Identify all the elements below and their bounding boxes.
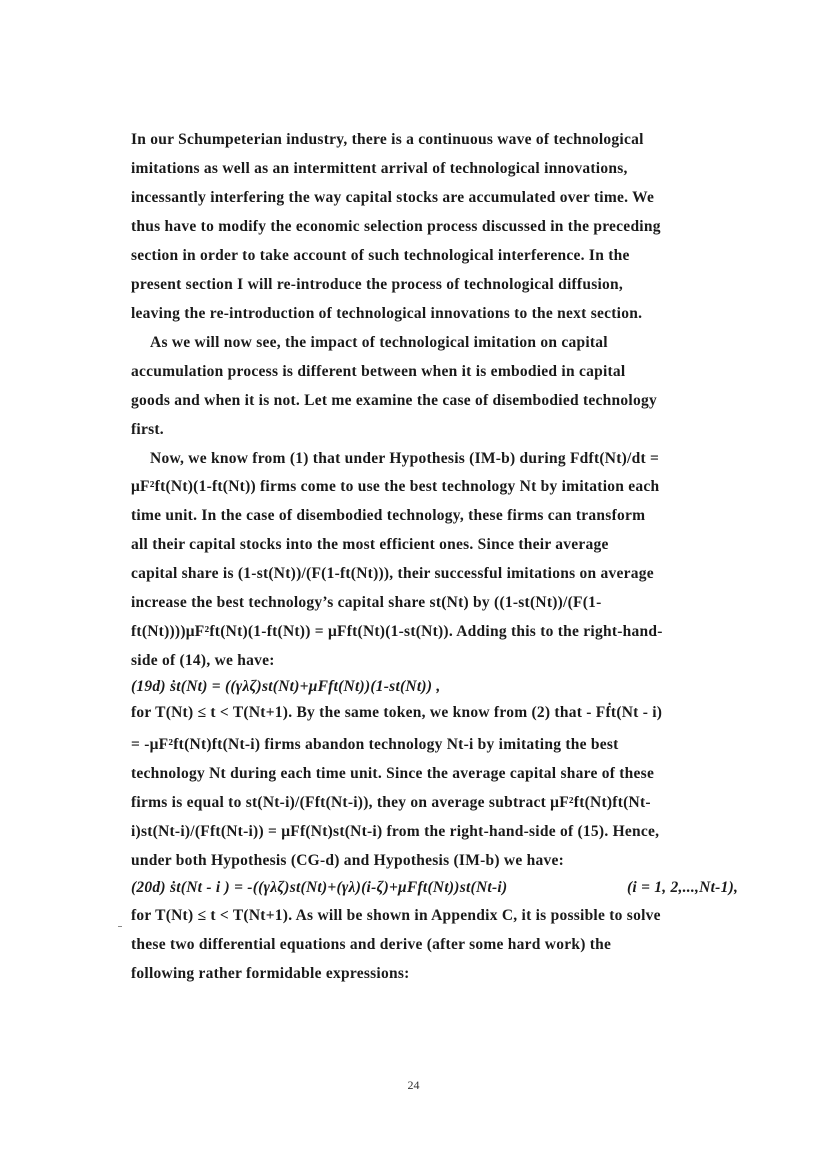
paragraph-line: time unit. In the case of disembodied technology, these firms can transform [131,507,646,524]
paragraph-line: = -μF²ft(Nt)ft(Nt-i) firms abandon technology Nt-i by imitating the best [131,736,619,753]
paragraph-line: increase the best technology’s capital share st(Nt) by ((1-st(Nt))/(F(1- [131,594,602,611]
paragraph-line: leaving the re-introduction of technological innovations to the next section. [131,305,643,322]
paragraph-line: i)st(Nt-i)/(Fft(Nt-i)) = μFf(Nt)st(Nt-i) from the right-hand-side of (15). Hence, [131,823,660,840]
margin-mark [118,926,122,927]
equation-20d: (20d) ṡt(Nt - i ) = -((γλζ)st(Nt)+(γλ)(i-ζ)+μFft(Nt))st(Nt-i) [131,879,508,896]
paragraph-line: imitations as well as an intermittent arrival of technological innovations, [131,160,628,177]
paragraph-line: goods and when it is not. Let me examine the case of disembodied technology [131,392,657,409]
paragraph-line: ft(Nt))))μF²ft(Nt)(1-ft(Nt)) = μFft(Nt)(1-st(Nt)). Adding this to the right-hand- [131,623,663,640]
paragraph-line: section in order to take account of such technological interference. In the [131,247,630,264]
paragraph-line: present section I will re-introduce the process of technological diffusion, [131,276,624,293]
equation-19d: (19d) ṡt(Nt) = ((γλζ)st(Nt)+μFft(Nt))(1-st(Nt)) , [131,678,441,695]
paragraph-line: incessantly interfering the way capital stocks are accumulated over time. We [131,189,655,206]
paragraph-line: accumulation process is different between when it is embodied in capital [131,363,626,380]
paragraph-line: technology Nt during each time unit. Since the average capital share of these [131,765,655,782]
paragraph-line: these two differential equations and derive (after some hard work) the [131,936,612,953]
paragraph-line: first. [131,421,164,438]
paragraph-line: Now, we know from (1) that under Hypothesis (IM-b) during Fdft(Nt)/dt = [150,450,660,467]
equation-20d-range: (i = 1, 2,...,Nt-1), [627,879,739,896]
paragraph-line: side of (14), we have: [131,652,275,669]
paragraph-line: thus have to modify the economic selection process discussed in the preceding [131,218,661,235]
paragraph-line: In our Schumpeterian industry, there is a continuous wave of technological [131,131,644,148]
page-number: 24 [407,1078,420,1092]
paragraph-line: for T(Nt) ≤ t < T(Nt+1). By the same token, we know from (2) that - Fḟt(Nt - i) [131,704,663,721]
paragraph-line: firms is equal to st(Nt-i)/(Fft(Nt-i)), they on average subtract μF²ft(Nt)ft(Nt- [131,794,651,811]
paragraph-line: μF²ft(Nt)(1-ft(Nt)) firms come to use the best technology Nt by imitation each [131,478,660,495]
paragraph-line: capital share is (1-st(Nt))/(F(1-ft(Nt))), their successful imitations on average [131,565,654,582]
paragraph-line: for T(Nt) ≤ t < T(Nt+1). As will be shown in Appendix C, it is possible to solve [131,907,661,924]
paragraph-line: As we will now see, the impact of technological imitation on capital [150,334,608,351]
paragraph-line: following rather formidable expressions: [131,965,410,982]
paragraph-line: under both Hypothesis (CG-d) and Hypothesis (IM-b) we have: [131,852,565,869]
paragraph-line: all their capital stocks into the most efficient ones. Since their average [131,536,609,553]
